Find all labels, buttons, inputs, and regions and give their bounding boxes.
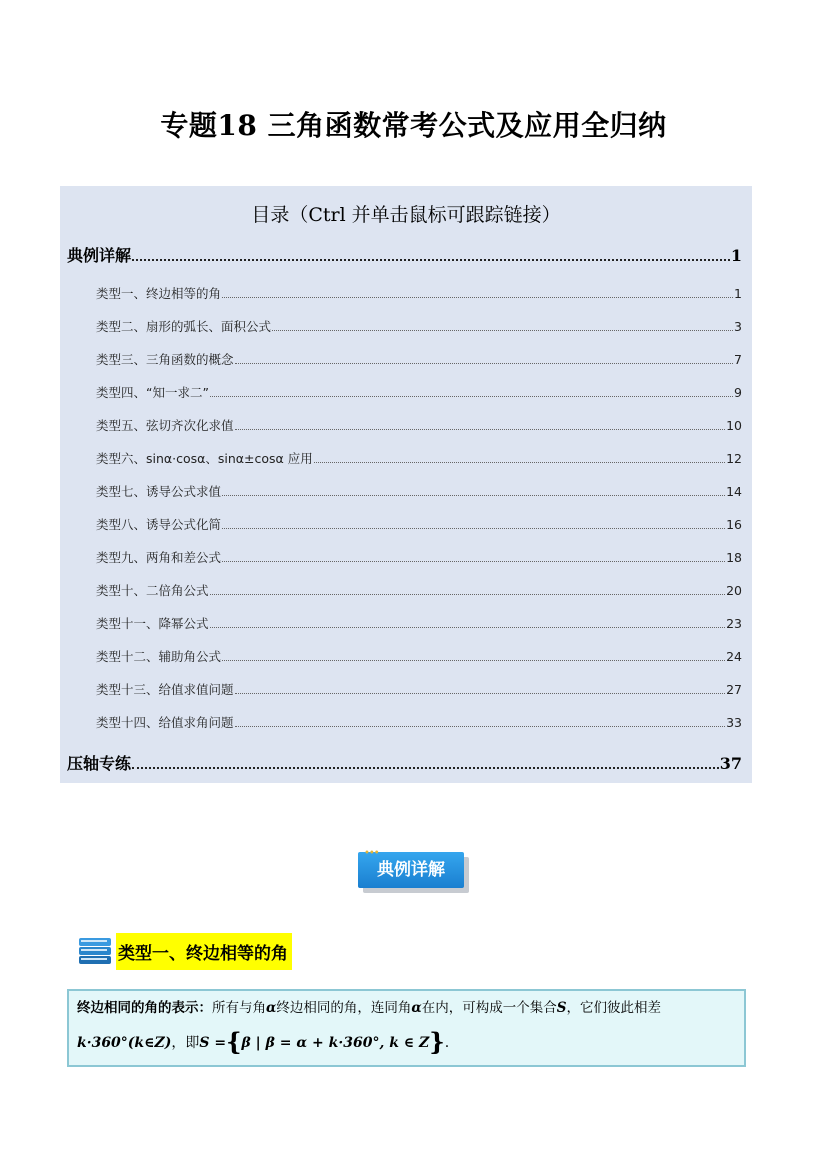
toc-item-label: 类型九、两角和差公式 bbox=[96, 550, 222, 565]
toc-page-number: 20 bbox=[726, 583, 742, 598]
toc-page-number: 1 bbox=[734, 286, 742, 301]
toc-leader bbox=[272, 322, 733, 331]
toc-leader bbox=[235, 718, 726, 727]
toc-page-number: 10 bbox=[726, 418, 742, 433]
toc-leader bbox=[132, 250, 730, 261]
left-brace: { bbox=[226, 1027, 242, 1056]
toc-leader bbox=[210, 619, 726, 628]
page-title: 专题18 三角函数常考公式及应用全归纳 bbox=[160, 109, 667, 142]
math-difference: k·360°(k∈Z) bbox=[77, 1035, 172, 1051]
section-title: 类型一、终边相等的角 bbox=[116, 933, 292, 970]
definition-lead: 终边相同的角的表示： bbox=[77, 1000, 212, 1016]
toc-item[interactable] bbox=[96, 350, 742, 368]
toc-item-label: 类型十、二倍角公式 bbox=[96, 583, 209, 598]
math-set-symbol: S bbox=[556, 1000, 567, 1016]
toc-item-label: 类型二、扇形的弧长、面积公式 bbox=[96, 319, 272, 334]
toc-item-label: 类型十四、给值求角问题 bbox=[96, 715, 234, 730]
toc-page-number: 27 bbox=[726, 682, 742, 697]
toc-item[interactable] bbox=[96, 581, 742, 599]
toc-leader bbox=[222, 487, 725, 496]
toc-item[interactable] bbox=[96, 383, 742, 401]
toc-item-label: 类型十一、降幂公式 bbox=[96, 616, 209, 631]
toc-section-yazhou[interactable] bbox=[67, 751, 742, 774]
toc-page-number: 33 bbox=[726, 715, 742, 730]
definition-line-2 bbox=[77, 1027, 449, 1056]
toc-item-label: 类型十二、辅助角公式 bbox=[96, 649, 222, 664]
badge-label: 典例详解 bbox=[358, 852, 464, 888]
toc-item[interactable] bbox=[96, 713, 742, 731]
toc-leader bbox=[314, 454, 725, 463]
toc-page-number: 16 bbox=[726, 517, 742, 532]
toc-item[interactable] bbox=[96, 548, 742, 566]
definition-text: 在内，可构成一个集合 bbox=[421, 1000, 557, 1016]
toc-item-label: 类型三、三角函数的概念 bbox=[96, 352, 234, 367]
math-alpha: α bbox=[411, 1000, 422, 1016]
definition-end: . bbox=[444, 1035, 450, 1051]
toc-leader bbox=[235, 421, 726, 430]
definition-text: ，它们彼此相差 bbox=[566, 1000, 662, 1016]
section-badge bbox=[358, 848, 470, 894]
toc-page-number: 18 bbox=[726, 550, 742, 565]
toc-page-number: 24 bbox=[726, 649, 742, 664]
toc-item[interactable] bbox=[96, 482, 742, 500]
toc-section-label: 压轴专练 bbox=[67, 754, 132, 773]
badge-dots: ••• bbox=[364, 848, 379, 859]
definition-text: 所有与角 bbox=[212, 1000, 266, 1016]
toc-leader bbox=[235, 685, 726, 694]
toc-header: 目录（Ctrl 并单击鼠标可跟踪链接） bbox=[251, 204, 561, 226]
toc-item-label: 类型一、终边相等的角 bbox=[96, 286, 222, 301]
toc-leader bbox=[210, 586, 726, 595]
toc-page-number: 37 bbox=[719, 754, 742, 773]
toc-item[interactable] bbox=[96, 515, 742, 533]
toc-leader bbox=[235, 355, 734, 364]
toc-item[interactable] bbox=[96, 647, 742, 665]
section-heading bbox=[76, 932, 292, 970]
toc-item[interactable] bbox=[96, 680, 742, 698]
toc-item[interactable] bbox=[96, 614, 742, 632]
toc-section-label: 典例详解 bbox=[67, 246, 132, 265]
table-of-contents bbox=[60, 186, 752, 783]
toc-item[interactable] bbox=[96, 449, 742, 467]
math-alpha: α bbox=[266, 1000, 277, 1016]
toc-item-label: 类型八、诱导公式化简 bbox=[96, 517, 222, 532]
toc-page-number: 12 bbox=[726, 451, 742, 466]
toc-section-dianli[interactable] bbox=[67, 243, 742, 266]
toc-page-number: 7 bbox=[734, 352, 742, 367]
toc-item-label: 类型十三、给值求值问题 bbox=[96, 682, 234, 697]
toc-page-number: 14 bbox=[726, 484, 742, 499]
toc-leader bbox=[222, 652, 725, 661]
toc-page-number: 3 bbox=[734, 319, 742, 334]
definition-text: 终边相同的角，连同角 bbox=[276, 1000, 412, 1016]
toc-leader bbox=[210, 388, 733, 397]
math-set-prefix: S = bbox=[199, 1035, 227, 1051]
toc-item-label: 类型七、诱导公式求值 bbox=[96, 484, 222, 499]
toc-page-number: 9 bbox=[734, 385, 742, 400]
definition-text: ，即 bbox=[171, 1035, 200, 1051]
right-brace: } bbox=[429, 1027, 445, 1056]
toc-item-label: 类型四、“知一求二” bbox=[96, 385, 209, 400]
toc-page-number: 1 bbox=[730, 246, 742, 265]
toc-item-label: 类型五、弦切齐次化求值 bbox=[96, 418, 234, 433]
toc-item[interactable] bbox=[96, 416, 742, 434]
toc-item[interactable] bbox=[96, 317, 742, 335]
toc-item[interactable] bbox=[96, 284, 742, 302]
toc-page-number: 23 bbox=[726, 616, 742, 631]
toc-item-label: 类型六、sinα·cosα、sinα±cosα 应用 bbox=[96, 451, 313, 466]
book-stack-icon bbox=[76, 932, 114, 970]
toc-leader bbox=[222, 553, 725, 562]
toc-leader bbox=[132, 758, 719, 769]
toc-leader bbox=[222, 289, 733, 298]
definition-box bbox=[67, 989, 746, 1067]
math-set-body: β | β = α + k·360°, k ∈ Z bbox=[241, 1035, 430, 1051]
definition-line-1 bbox=[77, 996, 661, 1016]
toc-leader bbox=[222, 520, 725, 529]
